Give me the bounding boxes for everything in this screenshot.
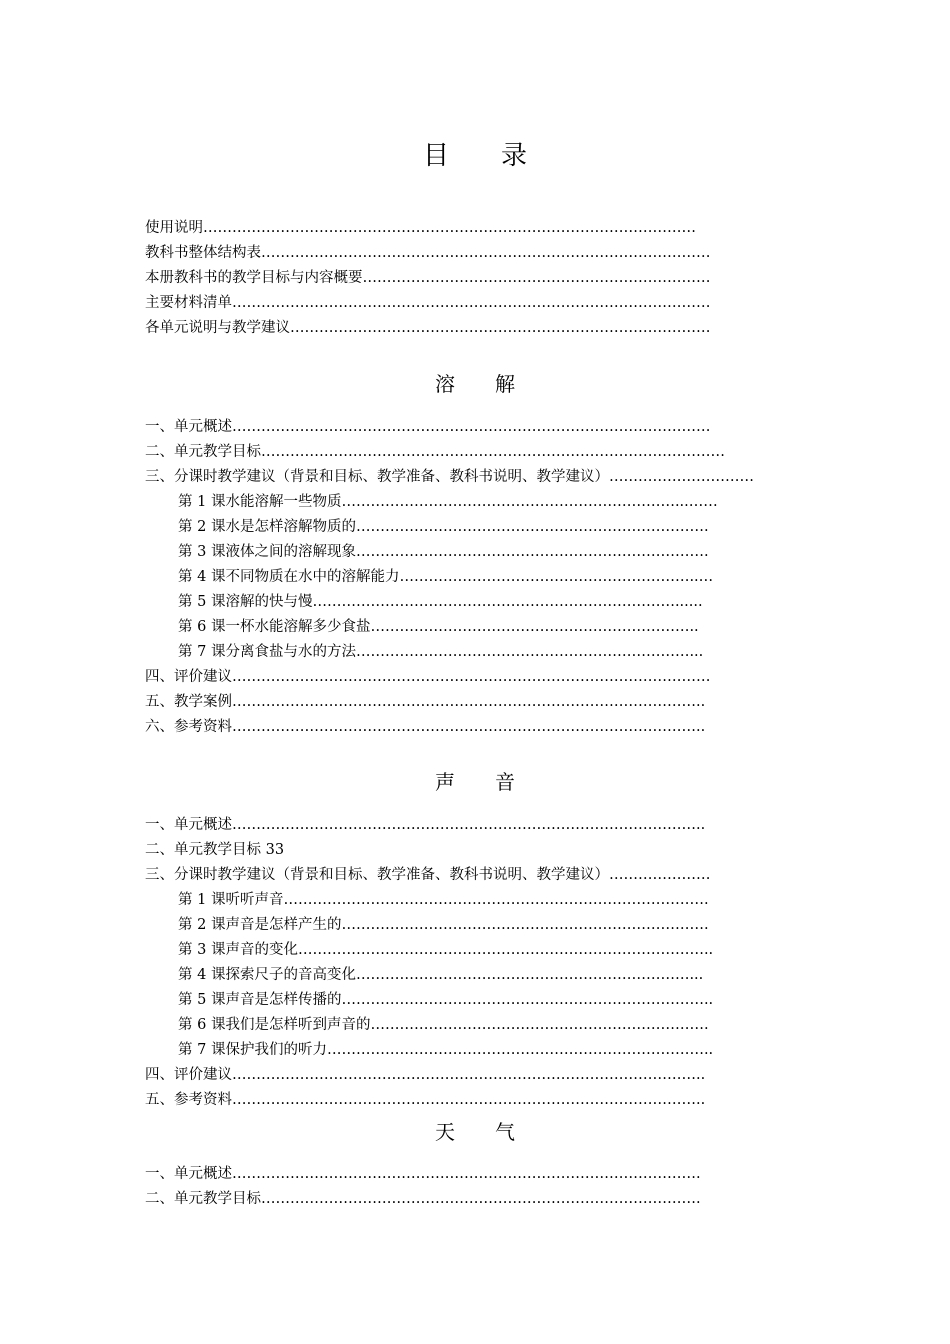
toc-entry: 四、评价建议……………………………………………………………………………………..	[145, 1067, 706, 1083]
toc-entry: 一、单元概述………………………………………………………………………………………	[145, 419, 711, 435]
toc-entry: 第 3 课声音的变化…………………………………………………………………………..	[178, 942, 714, 958]
section-list-dissolving	[145, 415, 815, 740]
toc-entry: 三、分课时教学建议（背景和目标、教学准备、教科书说明、教学建议）…………………	[145, 867, 711, 883]
toc-entry: 第 5 课声音是怎样传播的…………………………………………………………………..	[178, 992, 714, 1008]
section-title-weather: 天 气	[435, 1120, 515, 1144]
toc-entry: 各单元说明与教学建议……………………………………………………………………………	[145, 320, 711, 336]
toc-entry: 六、参考资料……………………………………………………………………………………..	[145, 719, 706, 735]
toc-entry: 二、单元教学目标 33	[145, 842, 285, 858]
toc-entry: 一、单元概述……………………………………………………………………………………..	[145, 817, 706, 833]
toc-entry: 第 2 课水是怎样溶解物质的……………………………………………………………….	[178, 519, 709, 535]
section-title-dissolving: 溶 解	[435, 372, 515, 396]
toc-entry: 第 4 课不同物质在水中的溶解能力……………………………………………………..…	[178, 569, 714, 585]
section-list-sound	[145, 813, 815, 1113]
toc-entry: 第 1 课水能溶解一些物质……………………………………………………………...……	[178, 494, 718, 510]
toc-entry: 第 4 课探索尺子的音高变化……………………………………………………………...	[178, 967, 704, 983]
section-list-weather	[145, 1162, 815, 1212]
toc-entry: 第 1 课听听声音…………………………………………………………………………….	[178, 892, 709, 908]
toc-entry: 使用说明…………………………………………………………………………………………	[145, 220, 696, 236]
front-matter-list	[145, 216, 815, 341]
toc-entry: 教科书整体结构表…………………………………………………………………………………	[145, 245, 711, 261]
toc-entry: 第 2 课声音是怎样产生的………………………………………………………………….	[178, 917, 709, 933]
toc-entry: 四、评价建议………………………………………………………………………………………	[145, 669, 711, 685]
toc-entry: 第 7 课分离食盐与水的方法……………………………………………………………...	[178, 644, 704, 660]
toc-entry: 第 3 课液体之间的溶解现象……………………………………………………………….	[178, 544, 709, 560]
page-title: 目 录	[422, 141, 527, 171]
toc-entry: 二、单元教学目标……………………………………………………………………………….	[145, 1191, 701, 1207]
toc-entry: 三、分课时教学建议（背景和目标、教学准备、教科书说明、教学建议）…………………………	[145, 469, 754, 485]
toc-entry: 本册教科书的教学目标与内容概要………………………………………………………………	[145, 270, 711, 286]
toc-entry: 五、教学案例……………………………………………………………………………………..	[145, 694, 706, 710]
toc-entry: 二、单元教学目标……………………………………………………………………………………	[145, 444, 725, 460]
toc-entry: 第 6 课一杯水能溶解多少食盐…………………………………………………………..	[178, 619, 699, 635]
toc-entry: 五、参考资料……………………………………………………………………………………..	[145, 1092, 706, 1108]
toc-entry: 一、单元概述…………………………………………………………………………………….	[145, 1166, 701, 1182]
toc-entry: 主要材料清单………………………………………………………………………………………	[145, 295, 711, 311]
toc-entry: 第 7 课保护我们的听力……………………………………………………………………..	[178, 1042, 714, 1058]
toc-entry: 第 6 课我们是怎样听到声音的…………………………………………………………….	[178, 1017, 709, 1033]
toc-entry: 第 5 课溶解的快与慢…………………………………………………………………......	[178, 594, 703, 610]
section-title-sound: 声 音	[435, 770, 515, 794]
